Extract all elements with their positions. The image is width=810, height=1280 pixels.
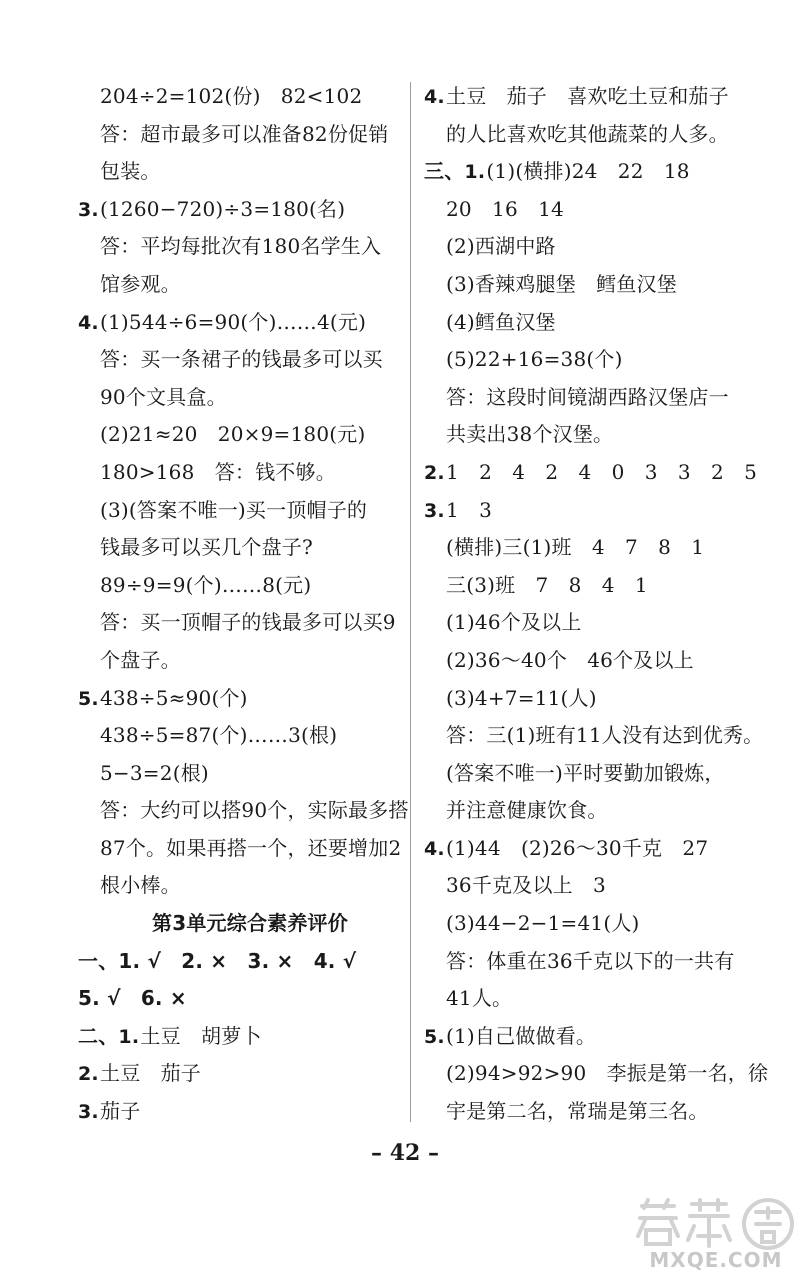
item-number: 3. (78, 1101, 99, 1124)
answer-line: 答：这段时间镜湖西路汉堡店一 (446, 384, 729, 409)
answer-item-5 (78, 680, 400, 718)
watermark-text: MXQE.COM (649, 1248, 783, 1272)
answer-line: 438÷5=87(个)……3(根) (100, 723, 338, 748)
section-prefix: 一、 (78, 948, 119, 973)
item-number: 4. (424, 86, 445, 108)
item-number: 5. (78, 687, 99, 710)
answer-line: 90个文具盒。 (100, 384, 227, 409)
answer-item-4 (424, 830, 754, 868)
item-number: 4. (78, 311, 99, 334)
answer-line: (横排)三(1)班 4 7 8 1 (446, 535, 705, 560)
answer-section-3 (424, 153, 754, 191)
answer-line: 宇是第二名，常瑞是第三名。 (446, 1099, 709, 1124)
answer-item-2 (424, 454, 758, 492)
answer-line: (3)(答案不唯一)买一顶帽子的 (100, 497, 368, 522)
section-prefix: 三、 (424, 159, 465, 184)
answer-line: (1)46个及以上 (446, 610, 582, 635)
answer-item (78, 1093, 400, 1131)
item-number: 5. (424, 1025, 445, 1048)
answer-text: 土豆 胡萝卜 (140, 1023, 262, 1048)
section-heading: 第3单元综合素养评价 (152, 911, 348, 936)
column-divider (410, 82, 411, 1122)
answer-line: 答：三(1)班有11人没有达到优秀。 (446, 723, 764, 748)
answer-line: 204÷2=102(份) 82<102 (100, 84, 363, 108)
item-number: 3. (78, 198, 99, 221)
answer-line: 答：超市最多可以准备82份促销 (100, 121, 389, 146)
answer-line: 钱最多可以买几个盘子? (100, 535, 313, 560)
answer-text: (1260−720)÷3=180(名) (100, 196, 346, 221)
section-prefix: 二、 (78, 1023, 119, 1048)
answer-item-4 (424, 78, 754, 116)
answer-text: 5. √ 6. × (78, 986, 187, 1011)
answer-line: (2)36～40个 46个及以上 (446, 647, 694, 672)
watermark-logo-icon (628, 1196, 804, 1252)
answer-text: 438÷5≈90(个) (100, 685, 248, 710)
answer-line: 答：买一顶帽子的钱最多可以买9 (100, 610, 396, 635)
answer-line: (2)94>92>90 李振是第一名，徐 (446, 1061, 769, 1086)
answer-text: 土豆 茄子 (100, 1061, 201, 1086)
answer-line: (3)香辣鸡腿堡 鳕鱼汉堡 (446, 271, 677, 296)
answer-text: 茄子 (100, 1099, 141, 1124)
answer-item-3 (78, 191, 400, 229)
answer-line: 87个。如果再搭一个，还要增加2 (100, 835, 402, 860)
answer-text: 土豆 茄子 喜欢吃土豆和茄子 (446, 84, 729, 108)
answer-line: (2)西湖中路 (446, 234, 556, 259)
answer-line: 三(3)班 7 8 4 1 (446, 572, 648, 597)
answer-line: 89÷9=9(个)……8(元) (100, 572, 312, 597)
answer-line: 并注意健康饮食。 (446, 798, 608, 823)
answer-text: (1)(横排)24 22 18 (486, 159, 690, 184)
answer-text: 1 3 (446, 497, 493, 522)
answer-line: (3)44−2−1=41(人) (446, 911, 640, 936)
answer-line: 41人。 (446, 986, 513, 1011)
answer-line: 的人比喜欢吃其他蔬菜的人多。 (446, 121, 729, 146)
answer-line: (4)鳕鱼汉堡 (446, 309, 556, 334)
answer-section-2 (78, 1018, 400, 1056)
answer-line: 个盘子。 (100, 647, 181, 672)
answer-line: 答：体重在36千克以下的一共有 (446, 948, 735, 973)
answer-text: 1 2 4 2 4 0 3 3 2 5 (446, 459, 758, 484)
answer-line: 答：买一条裙子的钱最多可以买 (100, 347, 383, 372)
left-column (78, 78, 409, 1131)
answer-line: 180>168 答：钱不够。 (100, 459, 336, 484)
answer-item (78, 1055, 400, 1093)
item-number: 2. (424, 461, 445, 484)
answer-line (78, 980, 400, 1018)
answer-text: 1. √ 2. × 3. × 4. √ (118, 948, 357, 973)
answer-line: 20 16 14 (446, 196, 564, 221)
answer-line: (3)4+7=11(人) (446, 685, 597, 710)
right-column (424, 78, 769, 1131)
answer-text: (1)44 (2)26～30千克 27 (446, 835, 709, 860)
answer-text: (1)自己做做看。 (446, 1023, 597, 1048)
page-number: – 42 – (371, 1140, 439, 1166)
answer-item-3 (424, 492, 754, 530)
item-number: 1. (118, 1025, 140, 1048)
answer-line: 共卖出38个汉堡。 (446, 422, 614, 447)
item-number: 3. (424, 499, 445, 522)
item-number: 2. (78, 1063, 99, 1086)
answer-line: (答案不唯一)平时要勤加锻炼， (446, 760, 725, 785)
answer-line: (2)21≈20 20×9=180(元) (100, 422, 366, 447)
answer-line: 5−3=2(根) (100, 760, 209, 785)
answer-line: 根小棒。 (100, 873, 181, 898)
item-number: 4. (424, 837, 445, 860)
answer-line: 包装。 (100, 159, 161, 184)
answer-item-4 (78, 304, 400, 342)
item-number: 1. (464, 161, 486, 184)
answer-line: 馆参观。 (100, 271, 181, 296)
answer-text: (1)544÷6=90(个)……4(元) (100, 309, 367, 334)
answer-line: (5)22+16=38(个) (446, 347, 623, 372)
answer-line: 答：大约可以搭90个，实际最多搭 (100, 798, 409, 823)
answer-line: 36千克及以上 3 (446, 873, 606, 898)
answer-line: 答：平均每批次有180名学生入 (100, 234, 382, 259)
answer-section-1 (78, 943, 400, 981)
watermark-logo (628, 1196, 804, 1278)
answer-item-5 (424, 1018, 754, 1056)
